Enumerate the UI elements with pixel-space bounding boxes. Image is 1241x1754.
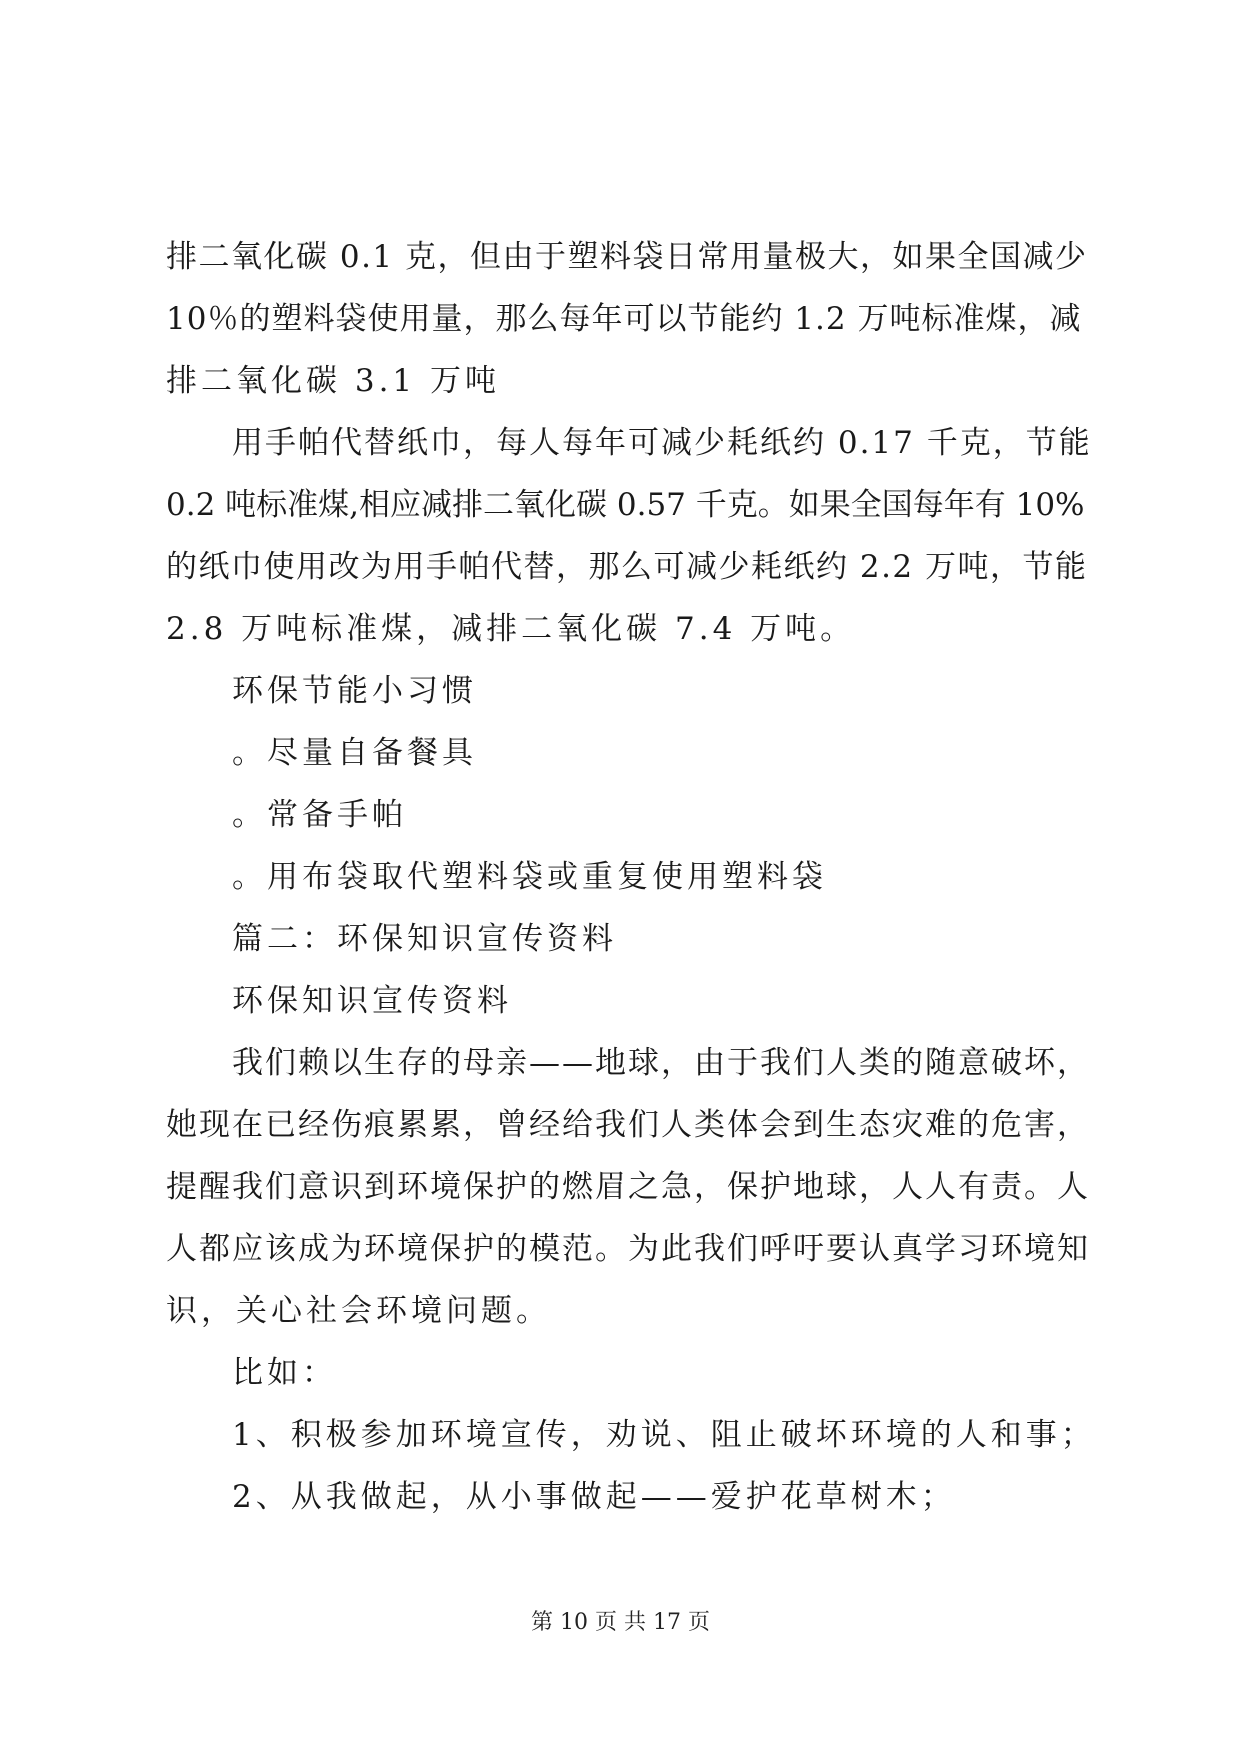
section-title: 环保知识宣传资料: [232, 983, 512, 1019]
page-number-footer: 第 10 页 共 17 页: [531, 1610, 710, 1635]
text-line: 10％的塑料袋使用量，那么每年可以节能约 1.2 万吨标准煤，减: [166, 301, 1082, 337]
text-line: 提醒我们意识到环境保护的燃眉之急，保护地球，人人有责。人: [166, 1169, 1090, 1205]
list-item: 。用布袋取代塑料袋或重复使用塑料袋: [232, 859, 827, 895]
text-line: 用手帕代替纸巾，每人每年可减少耗纸约 0.17 千克，节能: [232, 425, 1092, 461]
text-line: 我们赖以生存的母亲——地球，由于我们人类的随意破坏，: [232, 1045, 1090, 1081]
text-line: 环保节能小习惯: [232, 673, 477, 709]
section-heading: 篇二：环保知识宣传资料: [232, 921, 617, 957]
list-item: 。尽量自备餐具: [232, 735, 477, 771]
text-line: 人都应该成为环境保护的模范。为此我们呼吁要认真学习环境知: [166, 1231, 1090, 1267]
text-line: 2.8 万吨标准煤，减排二氧化碳 7.4 万吨。: [166, 611, 856, 647]
text-line: 识，关心社会环境问题。: [166, 1293, 551, 1329]
text-line: 她现在已经伤痕累累，曾经给我们人类体会到生态灾难的危害，: [166, 1107, 1090, 1143]
list-item: 1、积极参加环境宣传，劝说、阻止破坏环境的人和事；: [232, 1417, 1096, 1453]
document-body: [166, 226, 1096, 1528]
text-line: 的纸巾使用改为用手帕代替，那么可减少耗纸约 2.2 万吨，节能: [166, 549, 1088, 585]
text-line: 排二氧化碳 0.1 克，但由于塑料袋日常用量极大，如果全国减少: [166, 239, 1088, 275]
text-line: 排二氧化碳 3.1 万吨: [166, 363, 501, 399]
text-line: 比如：: [232, 1355, 337, 1391]
text-line: 0.2 吨标准煤,相应减排二氧化碳 0.57 千克。如果全国每年有 10%: [166, 487, 1085, 523]
list-item: 2、从我做起，从小事做起——爱护花草树木；: [232, 1479, 956, 1515]
list-item: 。常备手帕: [232, 797, 407, 833]
